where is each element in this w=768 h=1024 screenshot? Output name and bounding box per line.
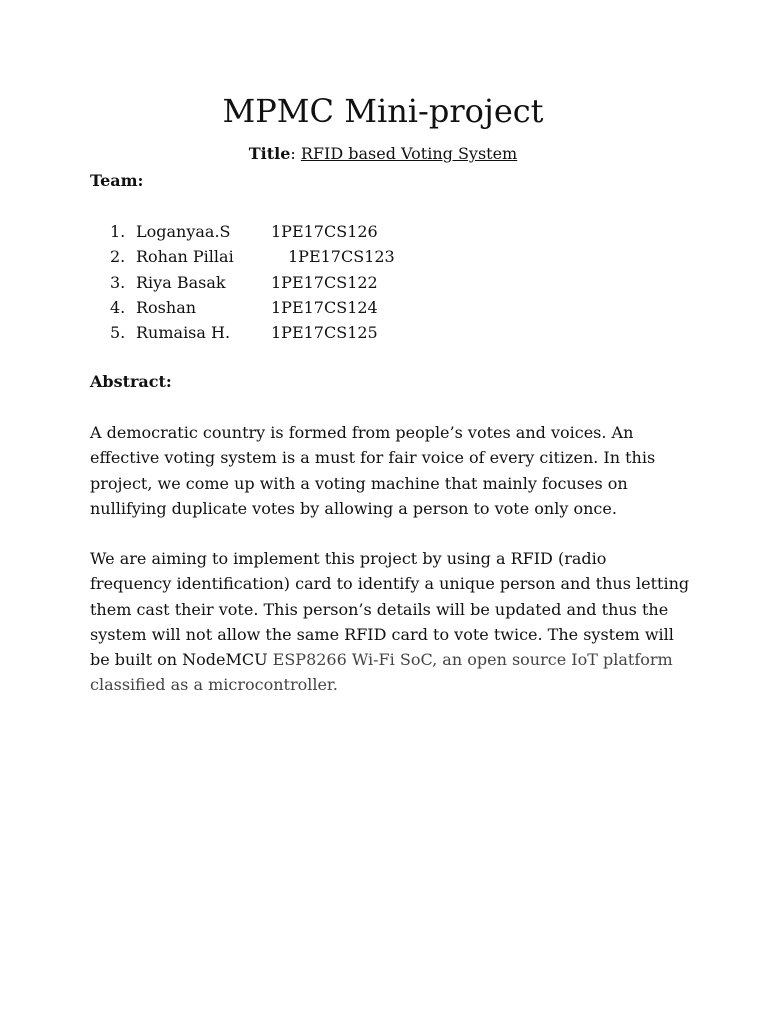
team-member bbox=[90, 219, 490, 244]
abstract-paragraph-2-main: We are aiming to implement this project by using a RFID (radio frequency identification) card to identify a unique person and thus letting them cast their vote. This person’s details will be updated and thus the system will not allow the same RFID card to vote twice. The system will be built on NodeMCU bbox=[90, 549, 690, 670]
member-number: 2. bbox=[110, 247, 126, 267]
team-member bbox=[90, 244, 490, 269]
member-name: Riya Basak bbox=[136, 272, 226, 292]
abstract-paragraph-2-tail: ESP8266 Wi-Fi SoC, an open source IoT platform classified as a microcontroller. bbox=[90, 650, 673, 695]
member-usn: 1PE17CS122 bbox=[271, 272, 378, 292]
member-number: 3. bbox=[110, 272, 126, 292]
member-usn: 1PE17CS123 bbox=[288, 247, 395, 267]
member-number: 4. bbox=[110, 297, 126, 317]
abstract-paragraph-2 bbox=[90, 546, 690, 698]
project-title-separator: : bbox=[290, 144, 301, 163]
member-usn: 1PE17CS125 bbox=[271, 323, 378, 343]
project-title-line bbox=[0, 144, 766, 163]
project-title-value: RFID based Voting System bbox=[300, 144, 518, 163]
member-number: 5. bbox=[110, 323, 126, 343]
member-name: Rumaisa H. bbox=[136, 323, 231, 343]
page-title: MPMC Mini-project bbox=[222, 92, 544, 130]
member-usn: 1PE17CS124 bbox=[271, 297, 378, 317]
member-number: 1. bbox=[110, 222, 126, 241]
member-usn: 1PE17CS126 bbox=[271, 222, 378, 241]
member-name: Loganyaa.S bbox=[136, 222, 231, 241]
abstract-heading: Abstract: bbox=[90, 372, 172, 391]
team-list bbox=[90, 219, 490, 345]
project-title-label: Title bbox=[248, 144, 291, 163]
team-member bbox=[90, 320, 490, 345]
member-name: Rohan Pillai bbox=[136, 247, 234, 267]
abstract-paragraph-1: A democratic country is formed from people’s votes and voices. An effective voting system is a must for fair voice of every citizen. In this project, we come up with a voting machine that mainly focuses on nullifying duplicate votes by allowing a person to vote only once. bbox=[90, 423, 656, 518]
team-member bbox=[90, 295, 490, 320]
member-name: Roshan bbox=[136, 297, 197, 317]
team-member bbox=[90, 270, 490, 295]
team-heading: Team: bbox=[90, 171, 144, 190]
